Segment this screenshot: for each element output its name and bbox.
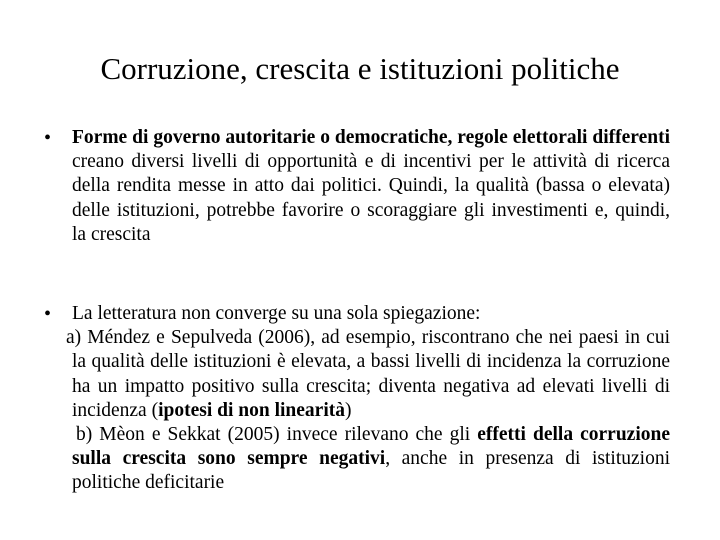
point-a-text: a) Méndez e Sepulveda (2006), ad esempio, riscontrano che nei paesi in cui la qualità delle istituzioni è elevata, a bassi livelli di incidenza la corruzione ha un impatto positivo sulla crescita; diventa negativa ad elevati livelli di incidenza ( bbox=[66, 327, 670, 421]
slide-title: Corruzione, crescita e istituzioni politiche bbox=[100, 51, 620, 86]
point-b-end: , anche in presenza di istituzioni politiche deficitarie bbox=[72, 448, 670, 494]
point-b bbox=[72, 423, 670, 496]
point-a-bold: ipotesi di non linearità bbox=[158, 399, 345, 421]
point-a-end: ) bbox=[344, 399, 352, 421]
bullet-literature-intro: La letteratura non converge su una sola spiegazione: bbox=[72, 303, 481, 324]
point-b-text: b) Mèon e Sekkat (2005) invece rilevano che gli bbox=[76, 424, 478, 446]
bullet-governance-bold: Forme di governo autoritarie o democratiche, regole elettorali differenti bbox=[72, 127, 670, 148]
bullet-literature-text bbox=[66, 302, 671, 496]
bullet-governance-text bbox=[72, 126, 670, 247]
bullet-literature bbox=[44, 302, 670, 496]
point-b-bold: effetti della corruzione sulla crescita sono sempre negativi bbox=[72, 424, 671, 470]
bullet-marker: • bbox=[44, 127, 52, 149]
point-a bbox=[66, 326, 670, 423]
bullet-governance-rest: creano diversi livelli di opportunità e di incentivi per le attività di ricerca della rendita messe in atto dai politici. Quindi, la qualità (bassa o elevata) delle istituzioni, potrebbe favorire o scoraggiare gli investimenti e, quindi, la crescita bbox=[72, 151, 670, 245]
bullet-marker: • bbox=[44, 303, 52, 325]
bullet-governance bbox=[44, 126, 670, 247]
